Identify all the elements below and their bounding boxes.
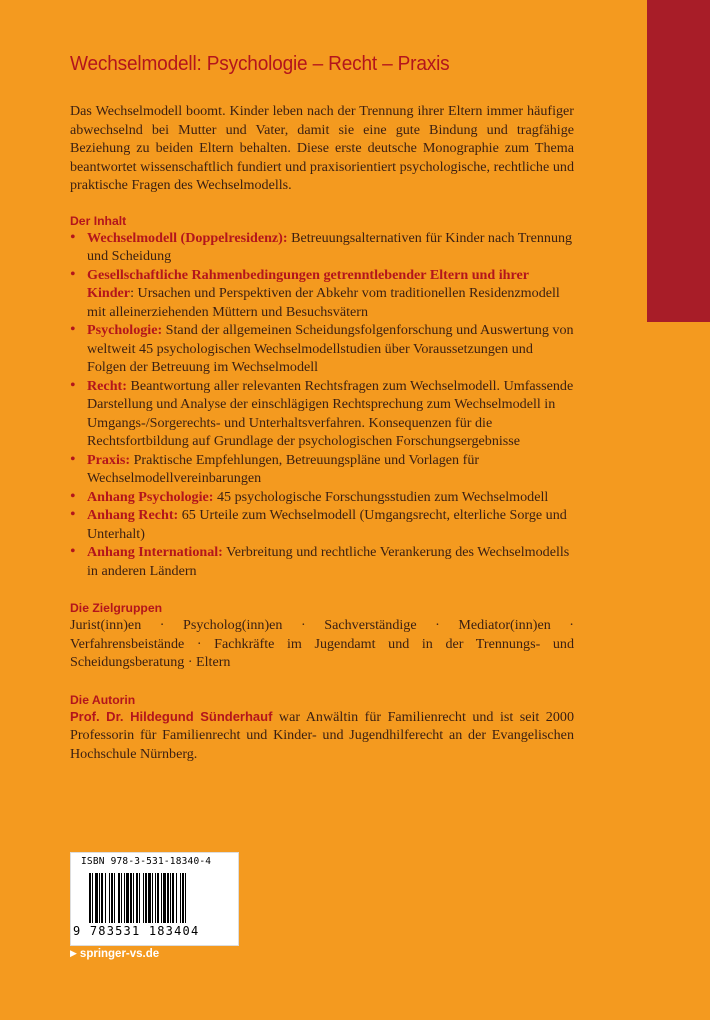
barcode-bar xyxy=(152,873,153,923)
barcode-bar xyxy=(126,873,129,923)
barcode-bar xyxy=(157,873,159,923)
zielgruppen-heading: Die Zielgruppen xyxy=(70,601,163,615)
barcode-bar xyxy=(155,873,156,923)
list-item xyxy=(70,488,574,507)
barcode-bar xyxy=(170,873,171,923)
barcode-bar xyxy=(176,873,177,923)
barcode-bar xyxy=(167,873,169,923)
item-lead: Anhang International: xyxy=(87,544,223,560)
bullet-icon: • xyxy=(70,321,76,338)
item-lead: Wechselmodell (Doppelresidenz): xyxy=(87,229,288,246)
bullet-icon: • xyxy=(70,265,76,283)
barcode-bar xyxy=(161,873,162,923)
item-text: : Ursachen und Perspektiven der Abkehr vom traditionellen Residenzmodell mit alleinerziehenden Müttern und Besuchsvätern xyxy=(87,285,560,320)
item-lead: Psychologie: xyxy=(87,322,163,338)
bullet-icon: • xyxy=(70,228,76,246)
bullet-icon: • xyxy=(70,376,76,394)
autorin-heading: Die Autorin xyxy=(70,692,136,707)
book-title: Wechselmodell: Psychologie – Recht – Praxis xyxy=(70,52,450,75)
barcode-bar xyxy=(130,873,132,923)
barcode-bar xyxy=(143,873,144,923)
barcode-bar xyxy=(109,873,110,923)
autorin-paragraph xyxy=(70,708,574,764)
list-item xyxy=(70,506,574,543)
barcode-bar xyxy=(139,873,140,923)
bullet-icon: • xyxy=(70,543,76,560)
barcode-bar xyxy=(118,873,120,923)
list-item xyxy=(70,543,574,580)
intro-paragraph: Das Wechselmodell boomt. Kinder leben nach der Trennung ihrer Eltern immer häufiger abwechselnd bei Mutter und Vater, damit sie eine gute Bindung und tragfähige Beziehung zu beiden Eltern behalten. Diese erste deutsche Monographie zum Thema beantwortet wissenschaftlich fundiert und praxisorientiert psychologische, rechtliche und praktische Fragen des Wechselmodells. xyxy=(70,103,574,193)
isbn-label: ISBN 978-3-531-18340-4 xyxy=(81,856,212,867)
item-lead: Praxis: xyxy=(87,451,131,468)
item-text: Stand der allgemeinen Scheidungsfolgenforschung und Auswertung von weltweit 45 psychologischen Wechselmodellstudien über Voraussetzungen und Folgen der Betreuung im Wechselmodell xyxy=(87,322,574,375)
barcode-bar xyxy=(89,873,91,923)
barcode-bar xyxy=(99,873,100,923)
barcode-bar xyxy=(121,873,122,923)
barcode-bar xyxy=(145,873,147,923)
item-text: Verbreitung und rechtliche Verankerung des Wechselmodells in anderen Ländern xyxy=(87,544,570,579)
bullet-icon: • xyxy=(70,487,76,505)
item-lead: Anhang Psychologie: xyxy=(87,488,214,505)
barcode-bar xyxy=(114,873,115,923)
bullet-icon: • xyxy=(70,450,76,468)
item-lead: Anhang Recht: xyxy=(87,507,179,523)
bullet-icon: • xyxy=(70,506,76,523)
barcode-bar xyxy=(148,873,151,923)
inhalt-list xyxy=(70,229,574,581)
isbn-barcode-box xyxy=(70,852,239,946)
author-name: Prof. Dr. Hildegund Sünderhauf xyxy=(70,708,273,724)
barcode-bar xyxy=(133,873,134,923)
barcode-icon xyxy=(89,873,223,923)
barcode-digits: 9 783531 183404 xyxy=(73,924,200,938)
barcode-bar xyxy=(101,873,103,923)
website-text: springer-vs.de xyxy=(79,948,160,960)
arrow-right-icon: ▶ xyxy=(70,948,77,958)
barcode-bar xyxy=(95,873,98,923)
item-text: Beantwortung aller relevanten Rechtsfragen zum Wechselmodell. Umfassende Darstellung und Analyse der einschlägigen Rechtsprechung zum Wechselmodell in Umgangs-/Sorgerechts- und Unterhaltsverfahren. Konsequenzen für die Rechtsfortbildung auf Grundlage der psychologischen Forschungsergebnisse xyxy=(87,377,574,449)
list-item xyxy=(70,321,574,377)
barcode-bar xyxy=(124,873,125,923)
barcode-bar xyxy=(172,873,174,923)
back-cover-text xyxy=(70,102,574,763)
list-item xyxy=(70,451,574,488)
website-link[interactable] xyxy=(70,948,159,960)
item-text: 45 psychologische Forschungsstudien zum Wechselmodell xyxy=(213,488,549,505)
barcode-bar xyxy=(180,873,181,923)
list-item xyxy=(70,229,574,266)
item-lead: Gesellschaftliche Rahmenbedingungen getrenntlebender Eltern und ihrer Kinder xyxy=(87,266,529,301)
list-item xyxy=(70,377,574,451)
barcode-bar xyxy=(182,873,184,923)
item-text: 65 Urteile zum Wechselmodell (Umgangsrecht, elterliche Sorge und Unterhalt) xyxy=(87,507,567,542)
item-lead: Recht: xyxy=(87,377,127,394)
red-corner-strip xyxy=(647,0,710,322)
author-bio: war Anwältin für Familienrecht und ist seit 2000 Professorin für Familienrecht und Kinder- und Jugendhilferecht an der Evangelischen Hochschule Nürnberg. xyxy=(70,708,574,762)
zielgruppen-text: Jurist(inn)en · Psycholog(inn)en · Sachverständige · Mediator(inn)en · Verfahrensbeistände · Fachkräfte im Jugendamt und in der Trennungs- und Scheidungsberatung · Eltern xyxy=(70,617,574,670)
barcode-bar xyxy=(185,873,186,923)
item-text: Praktische Empfehlungen, Betreuungspläne und Vorlagen für Wechselmodellvereinbarungen xyxy=(87,451,480,486)
barcode-bar xyxy=(105,873,106,923)
item-text: Betreuungsalternativen für Kinder nach Trennung und Scheidung xyxy=(87,229,573,264)
barcode-bar xyxy=(111,873,113,923)
barcode-bar xyxy=(136,873,138,923)
barcode-bar xyxy=(92,873,93,923)
barcode-bar xyxy=(163,873,166,923)
list-item xyxy=(70,266,574,322)
inhalt-heading: Der Inhalt xyxy=(70,213,127,228)
